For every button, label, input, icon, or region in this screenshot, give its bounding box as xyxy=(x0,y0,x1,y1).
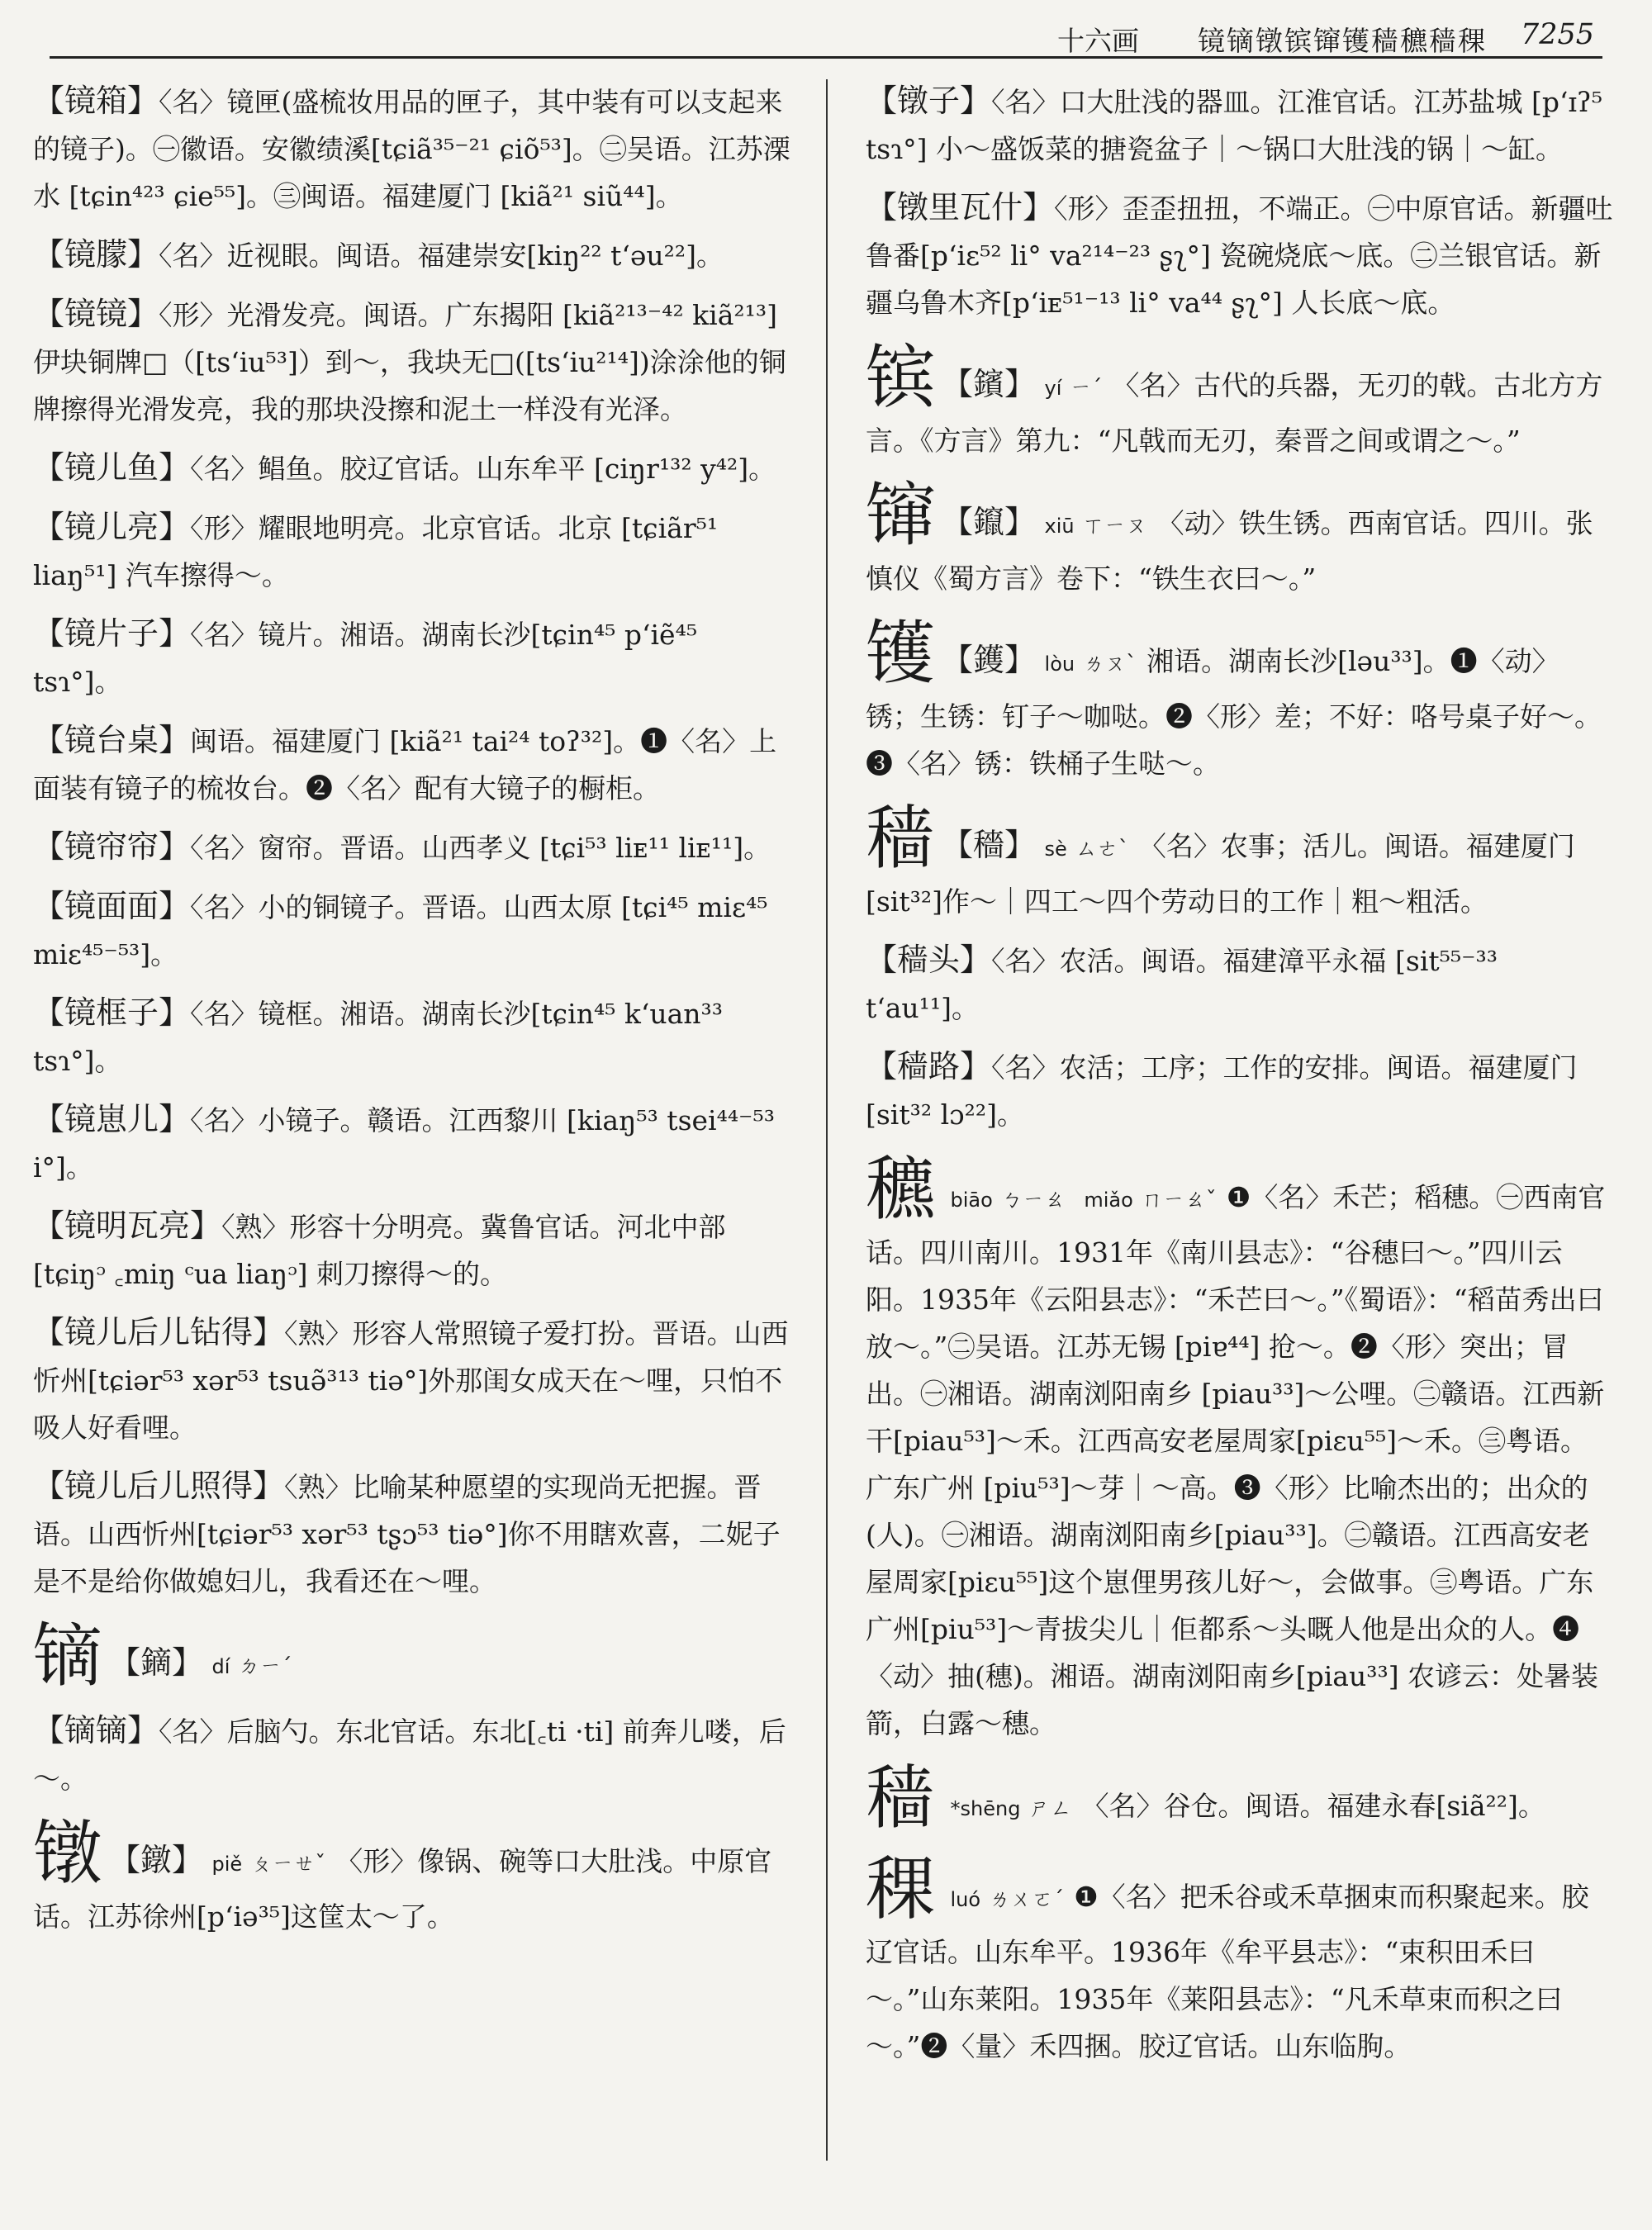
pinyin: yí xyxy=(1044,377,1062,400)
entry-headword: 【镜儿后儿钻得】 xyxy=(33,1314,285,1350)
running-headwords: 镜镝镦镔镩镬穑穮穑稞 xyxy=(1198,25,1487,57)
entry-headword: 【镜面面】 xyxy=(33,888,191,924)
page-header xyxy=(50,15,1602,59)
head-character: 穑 xyxy=(866,1758,936,1839)
character-entry xyxy=(866,338,1613,464)
dictionary-entry xyxy=(33,989,793,1084)
entry-definition: 〈名〉小镜子。赣语。江西黎川 [kiaŋ⁵³ tsei⁴⁴⁻⁵³ i°]。 xyxy=(33,1104,775,1184)
section-label: 十六画 xyxy=(1057,25,1139,57)
entry-definition: 〈形〉像锅、碗等口大肚浅。中原官话。江苏徐州[p‘iə³⁵]这筐太～了。 xyxy=(33,1845,772,1933)
entry-definition: 〈名〉小的铜镜子。晋语。山西太原 [tɕi⁴⁵ miɛ⁴⁵ miɛ⁴⁵⁻⁵³]。 xyxy=(33,891,768,970)
entry-headword: 【镜朦】 xyxy=(33,236,159,273)
entry-definition: 〈熟〉形容人常照镜子爱打扮。晋语。山西忻州[tɕiər⁵³ xər⁵³ tsuə̃³¹³ tiə°]外那闺女成天在～哩，只怕不吸人好看哩。 xyxy=(33,1317,789,1444)
entry-definition: 〈名〉口大肚浅的器皿。江淮官话。江苏盐城 [p‘ɪʔ⁵ tsɿ°] 小～盛饭菜的搪瓷盆子｜～锅口大肚浅的锅｜～缸。 xyxy=(866,86,1602,165)
entry-definition: 〈名〉鲳鱼。胶辽官话。山东牟平 [ciŋr¹³² y⁴²]。 xyxy=(190,453,776,485)
entry-definition: 〈名〉古代的兵器，无刃的戟。古北方方言。《方言》第九：“凡戟而无刃，秦晋之间或谓之～。” xyxy=(866,369,1603,457)
dictionary-entry xyxy=(33,610,793,705)
entry-headword: 【镦子】 xyxy=(866,83,992,119)
bopomofo: ㄌㄡˋ xyxy=(1083,652,1137,676)
pinyin: luó xyxy=(950,1888,981,1911)
dictionary-entry xyxy=(33,1309,793,1451)
entry-headword: 【镜框子】 xyxy=(33,994,191,1031)
entry-definition: 闽语。福建厦门 [kiã²¹ tai²⁴ toʔ³²]。❶〈名〉上面装有镜子的梳妆台。❷〈名〉配有大镜子的橱柜。 xyxy=(33,725,777,804)
character-entry xyxy=(866,1150,1613,1747)
pinyin: xiū xyxy=(1044,515,1075,538)
bopomofo: ㄅㄧㄠ xyxy=(1000,1188,1066,1212)
head-character: 穮 xyxy=(866,1149,936,1230)
entry-definition: 〈名〉农活；工序；工作的安排。闽语。福建厦门[sit³² lɔ²²]。 xyxy=(866,1051,1578,1131)
traditional-form: 【穡】 xyxy=(942,827,1037,863)
column-divider xyxy=(826,79,828,2161)
dictionary-entry xyxy=(33,717,793,812)
entry-headword: 【镜儿鱼】 xyxy=(33,449,191,486)
head-character: 镩 xyxy=(866,475,936,556)
bopomofo: ㄙㄜˋ xyxy=(1075,837,1129,861)
entry-definition: 〈动〉铁生锈。西南官话。四川。张慎仪《蜀方言》卷下：“铁生衣曰～。” xyxy=(866,507,1593,595)
character-entry xyxy=(866,614,1613,787)
dictionary-entry xyxy=(33,1463,793,1605)
entry-headword: 【穑路】 xyxy=(866,1048,992,1084)
head-character: 镬 xyxy=(866,613,936,694)
dictionary-entry xyxy=(33,1203,793,1298)
traditional-form: 【鏑】 xyxy=(109,1644,204,1681)
bopomofo: ㄌㄨㄛˊ xyxy=(989,1887,1065,1912)
bopomofo: ㄉㄧˊ xyxy=(238,1654,292,1679)
head-character: 稞 xyxy=(866,1848,936,1929)
entry-definition: 〈形〉光滑发亮。闽语。广东揭阳 [kiã²¹³⁻⁴² kiã²¹³] 伊块铜牌□（[ts‘iu⁵³]）到～，我块无□([ts‘iu²¹⁴])涂涂他的铜牌擦得光滑发亮，我的那块没擦和泥土一样没有光泽。 xyxy=(33,299,786,425)
entry-headword: 【镜片子】 xyxy=(33,615,191,652)
entry-definition: 〈熟〉形容十分明亮。冀鲁官话。河北中部 [tɕiŋᵓ ꜀miŋ ᶜua liaŋᵓ] 刺刀擦得～的。 xyxy=(33,1211,726,1290)
dictionary-entry xyxy=(866,184,1613,326)
character-entry xyxy=(33,1616,793,1696)
dictionary-entry xyxy=(33,504,793,599)
character-entry xyxy=(866,1758,1613,1838)
entry-definition: ❶〈名〉把禾谷或禾草捆束而积聚起来。胶辽官话。山东牟平。1936年《牟平县志》：“束积田禾曰～。”山东莱阳。1935年《莱阳县志》：“凡禾草束而积之曰～。”❷〈量〉禾四捆。胶辽官话。山东临朐。 xyxy=(866,1881,1589,2062)
entry-headword: 【镜帘帘】 xyxy=(33,828,191,865)
dictionary-entry xyxy=(33,291,793,433)
dictionary-entry xyxy=(33,1707,793,1802)
entry-headword: 【镜崽儿】 xyxy=(33,1101,191,1137)
dictionary-entry xyxy=(33,78,793,220)
entry-headword: 【镜儿亮】 xyxy=(33,509,191,545)
head-character: 镔 xyxy=(866,337,936,418)
entry-headword: 【镜儿后儿照得】 xyxy=(33,1468,285,1504)
pinyin: biāo xyxy=(950,1189,993,1212)
dictionary-entry xyxy=(33,883,793,978)
entry-definition: 〈名〉后脑勺。东北官话。东北[꜀ti ·ti] 前奔儿喽，后～。 xyxy=(33,1715,786,1795)
entry-headword: 【镝镝】 xyxy=(33,1712,159,1748)
entry-definition: 〈名〉镜框。湘语。湖南长沙[tɕin⁴⁵ k‘uan³³ tsɿ°]。 xyxy=(33,998,724,1077)
entry-definition: 〈名〉镜匣(盛梳妆用品的匣子，其中装有可以支起来的镜子)。㊀徽语。安徽绩溪[tɕiã³⁵⁻²¹ ɕiõ⁵³]。㊁吴语。江苏溧水 [tɕin⁴²³ ɕie⁵⁵]。㊂闽语。福建厦门 [kiã²¹ siũ⁴⁴]。 xyxy=(33,86,790,212)
page-number: 7255 xyxy=(1520,18,1594,51)
right-column xyxy=(866,78,1613,2081)
entry-definition: 〈形〉耀眼地明亮。北京官话。北京 [tɕiãr⁵¹ liaŋ⁵¹] 汽车擦得～。 xyxy=(33,512,719,591)
dictionary-entry xyxy=(33,823,793,871)
traditional-form: 【鑌】 xyxy=(942,366,1037,402)
character-entry xyxy=(866,1849,1613,2070)
dictionary-entry xyxy=(866,937,1613,1032)
bopomofo-alt: ㄇㄧㄠˇ xyxy=(1141,1188,1217,1212)
head-character: 镦 xyxy=(33,1813,103,1894)
entry-headword: 【镜台桌】 xyxy=(33,722,191,758)
entry-definition: 〈名〉谷仓。闽语。福建永春[siã²²]。 xyxy=(1081,1790,1545,1822)
left-column xyxy=(33,78,793,1952)
entry-definition: 〈形〉歪歪扭扭，不端正。㊀中原官话。新疆吐鲁番[p‘iɛ⁵² li° va²¹⁴⁻²³ ʂʅ°] 瓷碗烧底～底。㊁兰银官话。新疆乌鲁木齐[p‘iᴇ⁵¹⁻¹³ li° va⁴⁴ ʂʅ°] 人长底～底。 xyxy=(866,192,1613,319)
entry-definition: 〈熟〉比喻某种愿望的实现尚无把握。晋语。山西忻州[tɕiər⁵³ xər⁵³ tʂɔ⁵³ tiə°]你不用瞎欢喜，二妮子是不是给你做媳妇儿，我看还在～哩。 xyxy=(33,1471,781,1597)
pinyin: piě xyxy=(211,1853,243,1876)
bopomofo: ㄒㄧㄡ xyxy=(1082,514,1147,539)
traditional-form: 【鐓】 xyxy=(109,1842,204,1878)
bopomofo: ㄧˊ xyxy=(1070,376,1103,401)
entry-definition: 〈名〉镜片。湘语。湖南长沙[tɕin⁴⁵ p‘iẽ⁴⁵ tsɿ°]。 xyxy=(33,619,698,698)
head-character: 穑 xyxy=(866,798,936,879)
character-entry xyxy=(866,476,1613,602)
entry-headword: 【镦里瓦什】 xyxy=(866,189,1055,225)
dictionary-entry xyxy=(33,1096,793,1191)
head-character: 镝 xyxy=(33,1616,103,1696)
dictionary-entry xyxy=(33,444,793,492)
entry-headword: 【镜箱】 xyxy=(33,83,159,119)
entry-headword: 【穑头】 xyxy=(866,942,992,978)
entry-definition: ❶〈名〉禾芒；稻穗。㊀西南官话。四川南川。1931年《南川县志》：“谷穗曰～。”四川云阳。1935年《云阳县志》：“禾芒曰～。”《蜀语》：“稻苗秀出曰放～。”㊁吴语。江苏无锡 [piɐ⁴⁴] 抢～。❷〈形〉突出；冒出。㊀湘语。湖南浏阳南乡 [piau³³]～公哩。㊁赣语。江西新干[piau⁵³]～禾。江西高安老屋周家[piɛu⁵⁵]～禾。㊂粤语。广东广州 [piu⁵³]～芽｜～高。❸〈形〉比喻杰出的；出众的(人)。㊀湘语。湖南浏阳南乡[piau³³]。㊁赣语。江西高安老屋周家[piɛu⁵⁵]这个崽俚男孩儿好～，会做事。㊂粤语。广东广州[piu⁵³]～青拔尖儿｜佢都系～头嘅人他是出众的人。❹〈动〉抽(穗)。湘语。湖南浏阳南乡[piau³³] 农谚云：处暑装箭，白露～穗。 xyxy=(866,1181,1606,1739)
entry-definition: 〈名〉农活。闽语。福建漳平永福 [sit⁵⁵⁻³³ t‘au¹¹]。 xyxy=(866,945,1498,1024)
dictionary-entry xyxy=(866,78,1613,173)
entry-definition: 〈名〉窗帘。晋语。山西孝义 [tɕi⁵³ liᴇ¹¹ liᴇ¹¹]。 xyxy=(190,832,771,864)
bopomofo: ㄕㄥ xyxy=(1028,1796,1072,1821)
pinyin: dí xyxy=(211,1655,230,1678)
traditional-form: 【鑹】 xyxy=(942,504,1037,540)
entry-definition: 湘语。湖南长沙[ləu³³]。❶〈动〉锈；生锈：钉子～咖哒。❷〈形〉差；不好：咯号桌子好～。❸〈名〉锈：铁桶子生哒～。 xyxy=(866,645,1602,780)
entry-definition: 〈名〉近视眼。闽语。福建崇安[kiŋ²² t‘əu²²]。 xyxy=(159,240,724,272)
pinyin-alt: miǎo xyxy=(1084,1189,1133,1212)
bopomofo: ㄆㄧㄝˇ xyxy=(250,1852,326,1877)
entry-definition: 〈名〉农事；活儿。闽语。福建厦门[sit³²]作～｜四工～四个劳动日的工作｜粗～粗活。 xyxy=(866,830,1575,918)
traditional-form: 【鑊】 xyxy=(942,642,1037,678)
pinyin: *shēng xyxy=(950,1797,1021,1820)
pinyin: lòu xyxy=(1044,652,1075,676)
pinyin: sè xyxy=(1044,837,1067,861)
entry-headword: 【镜明瓦亮】 xyxy=(33,1208,222,1244)
dictionary-entry xyxy=(866,1043,1613,1138)
character-entry xyxy=(866,799,1613,925)
dictionary-entry xyxy=(33,231,793,279)
character-entry xyxy=(33,1814,793,1940)
entry-headword: 【镜镜】 xyxy=(33,296,159,332)
